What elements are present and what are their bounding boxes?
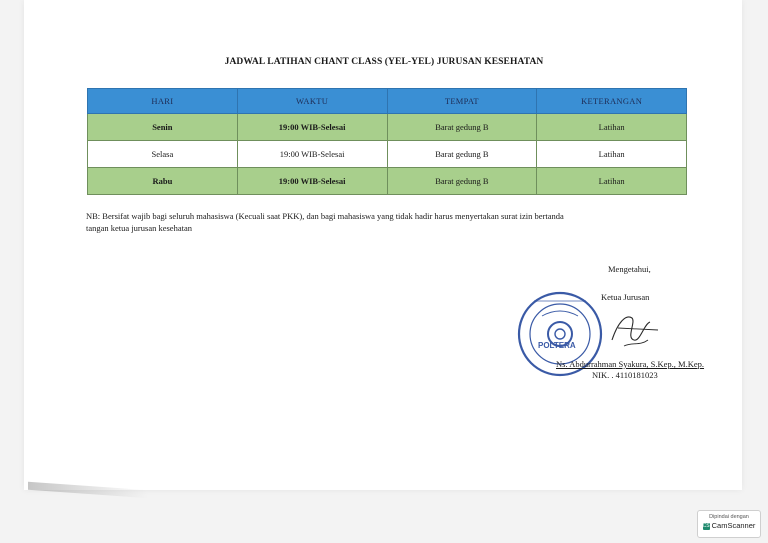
signatory-name: Ns. Abdurrahman Syakura, S.Kep., M.Kep. [556, 359, 705, 369]
cell-keterangan: Latihan [537, 114, 687, 141]
cell-tempat: Barat gedung B [387, 168, 537, 195]
cell-tempat: Barat gedung B [387, 114, 537, 141]
table-row [88, 168, 687, 195]
table-header-row [88, 89, 687, 114]
cell-waktu: 19:00 WIB-Selesai [237, 114, 387, 141]
cell-waktu: 19:00 WIB-Selesai [237, 141, 387, 168]
document-title: JADWAL LATIHAN CHANT CLASS (YEL-YEL) JURUSAN KESEHATAN [224, 57, 544, 67]
camscanner-brand: CamScanner [711, 521, 756, 530]
note-line: NB: Bersifat wajib bagi seluruh mahasiswa (Kecuali saat PKK), dan bagi mahasiswa yang tidak hadir harus menyertakan surat izin bertanda [86, 211, 564, 221]
stamp-label: POLTERA [538, 341, 576, 350]
table-row [88, 141, 687, 168]
cell-hari: Selasa [88, 141, 238, 168]
cell-keterangan: Latihan [537, 168, 687, 195]
camscanner-logo-icon: CS [702, 522, 710, 529]
cell-keterangan: Latihan [537, 141, 687, 168]
note-line: tangan ketua jurusan kesehatan [86, 223, 192, 233]
cell-hari: Senin [88, 114, 238, 141]
cell-hari: Rabu [88, 168, 238, 195]
camscanner-badge [697, 510, 761, 538]
header-tempat: TEMPAT [387, 89, 537, 114]
cell-waktu: 19:00 WIB-Selesai [237, 168, 387, 195]
cell-tempat: Barat gedung B [387, 141, 537, 168]
table-row [88, 114, 687, 141]
document-page [24, 0, 742, 490]
position-label: Ketua Jurusan [601, 292, 650, 302]
header-keterangan: KETERANGAN [537, 89, 687, 114]
schedule-table [87, 88, 687, 195]
header-waktu: WAKTU [237, 89, 387, 114]
acknowledged-label: Mengetahui, [608, 264, 651, 274]
note-paragraph [86, 210, 686, 234]
signatory-nik: NIK. . 4110181023 [592, 370, 658, 380]
header-hari: HARI [88, 89, 238, 114]
camscanner-caption: Dipindai dengan [709, 514, 749, 520]
